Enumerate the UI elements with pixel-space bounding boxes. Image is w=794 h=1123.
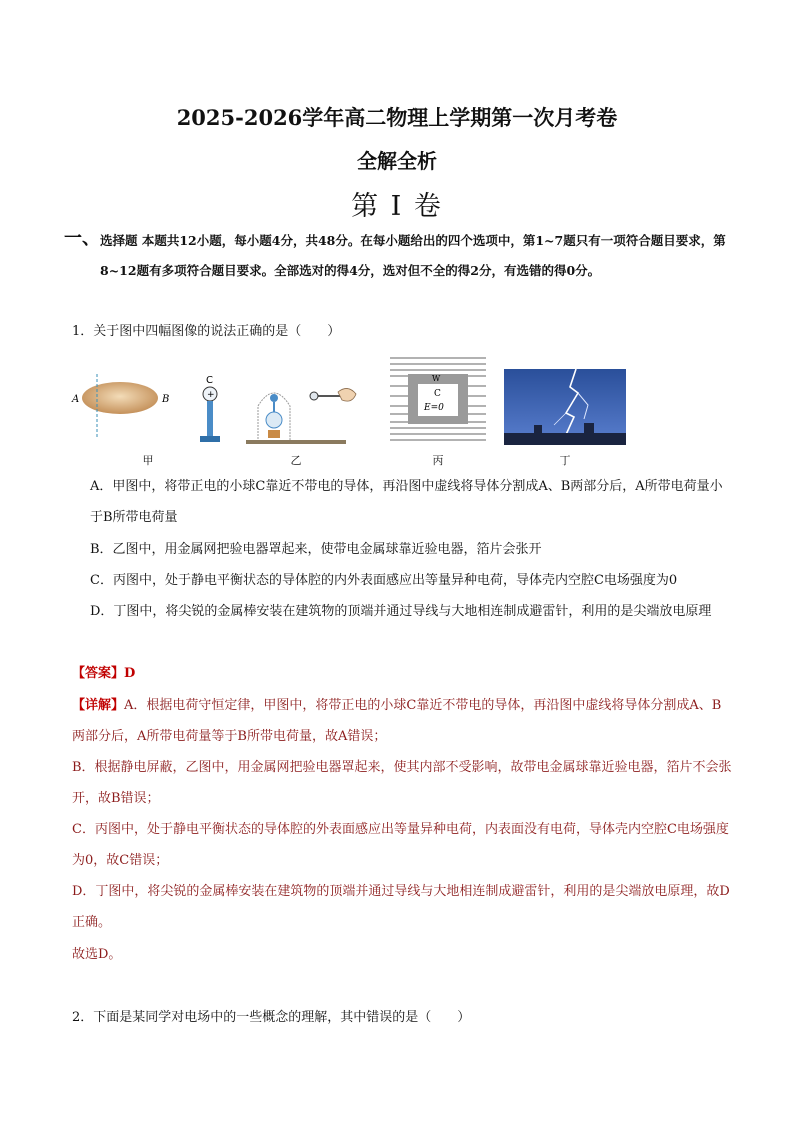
caption-bing: 丙 (432, 454, 444, 467)
conductor-ellipse (82, 382, 158, 414)
question-2-stem: 2．下面是某同学对电场中的一些概念的理解，其中错误的是（ ） (72, 1010, 471, 1025)
caption-yi: 乙 (290, 454, 302, 467)
label-a: A (72, 394, 80, 405)
electroscope-base (268, 430, 280, 438)
stand-base (200, 436, 220, 442)
section-instructions: 选择题 本题共12小题，每小题4分，共48分。在每小题给出的四个选项中，第1~7题只有一项符合题目要求，第8~12题有多项符合题目要求。全部选对的得4分，选对但不全的得2分，有选错的得0分。 (100, 233, 726, 278)
option-b: B．乙图中，用金属网把验电器罩起来，使带电金属球靠近验电器，箔片会张开 (90, 542, 542, 557)
option-a: A．甲图中，将带正电的小球C靠近不带电的导体，再沿图中虚线将导体分割成A、B两部分后，A所带电荷量小于B所带电荷量 (90, 479, 723, 525)
detail-a-text: A．根据电荷守恒定律，甲图中，将带正电的小球C靠近不带电的导体，再沿图中虚线将导体分割成A、B两部分后，A所带电荷量等于B所带电荷量，故A错误； (72, 698, 722, 744)
label-b: B (162, 394, 170, 405)
insulating-stand (207, 401, 213, 437)
svg-text:+: + (207, 390, 215, 400)
option-c: C．丙图中，处于静电平衡状态的导体腔的内外表面感应出等量异种电荷，导体壳内空腔C电场强度为0 (90, 573, 678, 588)
label-w: W (432, 374, 441, 383)
figure-ding-lightning-photo (504, 369, 626, 445)
label-e-zero: E=0 (424, 403, 444, 413)
answer-value: D (124, 666, 136, 681)
option-d: D．丁图中，将尖锐的金属棒安装在建筑物的顶端并通过导线与大地相连制成避雷针，利用的是尖端放电原理 (90, 604, 712, 619)
answer-label: 【答案】 (72, 666, 125, 681)
table-surface (246, 440, 346, 444)
hand-icon (338, 388, 356, 401)
detail-a (72, 690, 732, 752)
figure-jia-conductor (70, 372, 180, 442)
detail-conclusion: 故选D。 (72, 947, 122, 962)
detail-label: 【详解】 (72, 698, 125, 713)
detail-b: B．根据静电屏蔽，乙图中，用金属网把验电器罩起来，使其内部不受影响，故带电金属球靠近验电器，箔片不会张开，故B错误； (72, 760, 732, 806)
volume-heading: 第 I 卷 (351, 191, 443, 222)
answer-line (72, 658, 732, 689)
electroscope-top (270, 394, 278, 402)
electroscope-bulb (266, 412, 282, 428)
figure-yi-electroscope (188, 372, 358, 448)
section-number: 一、 (64, 228, 100, 249)
label-c: C (206, 375, 213, 386)
label-cavity-c: C (434, 389, 441, 399)
detail-c: C．丙图中，处于静电平衡状态的导体腔的外表面感应出等量异种电荷，内表面没有电荷，导体壳内空腔C电场强度为0，故C错误； (72, 822, 729, 868)
caption-ding: 丁 (559, 454, 571, 467)
figure-bing-conductor-shell (388, 352, 488, 444)
question-1-stem: 1．关于图中四幅图像的说法正确的是（ ） (72, 324, 341, 339)
exam-title: 2025-2026学年高二物理上学期第一次月考卷 (176, 105, 618, 130)
detail-d: D．丁图中，将尖锐的金属棒安装在建筑物的顶端并通过导线与大地相连制成避雷针，利用的是尖端放电原理，故D正确。 (72, 884, 730, 930)
city-skyline (504, 433, 626, 445)
caption-jia: 甲 (142, 454, 154, 467)
exam-subtitle: 全解全析 (357, 149, 437, 173)
